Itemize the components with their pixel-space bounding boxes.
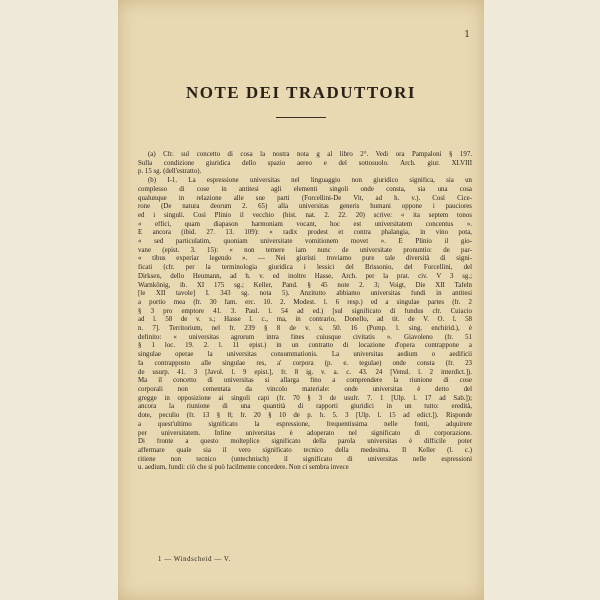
text-line: definito: « universitas agrorum intra fines cuiusque civitatis ». Giavoleno (fr. 51	[138, 333, 472, 341]
text-line: singulae operae la universitas consummationis. La universitas aedium o aedificii	[138, 351, 472, 359]
text-line: de usurp. 41. 3 [Javol. l. 9 epist.], fr. 8 ig. v. a. c. 43. 24 [Venul. l. 2 interdict.]).	[138, 368, 472, 376]
text-line: a quest'ultimo significato la espressione, frequentissima nelle fonti, adquirere	[138, 420, 472, 428]
text-line: ed i singuli. Così Plinio il vecchio (hist. nat. 2. 22. 20) scrive: « ita septem tonos	[138, 211, 472, 219]
text-line: « tibus experiar legendo ». — Nei giuristi troviamo pure tale diversità di signi-	[138, 255, 472, 263]
text-line: corporali non cementata da vincolo materiale: onde universitas è detto del	[138, 385, 472, 393]
text-line: affermare quale sia il vero significato tecnico della medesima. Il Keller (l. c.)	[138, 446, 472, 454]
text-line: § 1 loc. 19. 2. l. 11 epist.) in un contratto di locazione d'opera contrappone a	[138, 342, 472, 350]
text-line: per universitatem. Infine universitas è adoperato nel significato di corporazione.	[138, 429, 472, 437]
text-line: E ancora (ibid. 27. 13. 109): « radix prodest et contra phalangia, in vino pota,	[138, 229, 472, 237]
text-line: p. 15 sg. (dell'estratto).	[138, 168, 202, 176]
text-line: rone (De natura deorum 2. 65) alla universitas generis humani oppone i pauciores	[138, 203, 472, 211]
text-line: qualunque in relazione alle sue parti (Forcellini-De Vit, ad h. v.). Così Cice-	[138, 194, 472, 202]
text-line: dote, peculio (fr. 13 § 8; fr. 20 § 10 de p. h. 5. 3 [Ulp. l. 15 ad edict.]). Risponde	[138, 412, 472, 420]
text-line: « effici, quam diapason harmoniam vocant, hoc est universitatem concentus ».	[138, 220, 472, 228]
text-line: ad l. 58 de v. s.; Hasse l. c., ma, in contrario, Donello, ad tit. de V. O. l. 58	[138, 316, 472, 324]
book-page	[118, 0, 484, 600]
text-line: ficati (cfr. per la terminologia giuridica i lessici del Brissonio, del Forcellini, del	[138, 264, 472, 272]
title-rule	[276, 117, 326, 118]
text-line: [le XII tavole] I. 343 sg. nota 5). Anzitutto abbiamo universitas fundi in antitesi	[138, 290, 472, 298]
text-line: complesso di cose in antitesi agli elementi singoli onde consta, sia una cosa	[138, 185, 472, 193]
text-line: vane (epist. 3. 15): « non temere iam nunc de universitate pronuntio: de par-	[138, 246, 472, 254]
text-line: § 3 pro emptore 41. 3. Paul. l. 54 ad ed.) [sul significato di fundus cfr. Cuiacio	[138, 307, 472, 315]
text-line: ancora la riunione di una quantità di rapporti giuridici in un tutto: eredità,	[138, 403, 472, 411]
text-line: ritiene non tecnico (untechnisch) il significato di universitas nelle espressioni	[138, 455, 472, 463]
text-line: (a) Cfr. sul concetto di cosa la nostra nota g al libro 2°. Vedi ora Pampaloni § 197.	[148, 151, 472, 158]
text-line: u. aedium, fundi: ciò che si può facilmente concedere. Non ci sembra invece	[138, 464, 349, 472]
text-line: fa contrapposto alle singulae res, a' corpora (p. e. tegulae) onde consta (fr. 23	[138, 359, 472, 367]
text-line: Di fronte a questo molteplice significato della parola universitas è difficile poter	[138, 438, 472, 446]
text-line: Sulla condizione giuridica dello spazio aereo e del sottosuolo. Arch. giur. XLVIII	[138, 159, 472, 167]
page-number: 1	[464, 30, 470, 40]
notes-body	[138, 151, 472, 473]
text-line: n. 7]. Territorium, nel fr. 239 § 8 de v. s. 50. 16 (Pomp. l. sing. enchirid.), è	[138, 325, 472, 333]
text-line: (b) I-1. La espressione universitas nel linguaggio non giuridico significa, sia un	[148, 177, 472, 185]
text-line: « sed particulatim, quoniam universitate vomitionem movet ». E Plinio il gio-	[138, 238, 472, 246]
text-line: gregge in opposizione ai singoli capi (fr. 70 § 3 de usufr. 7. 1 [Ulp. l. 17 ad Sab.]);	[138, 394, 472, 402]
page-footer: 1 — Windscheid — V.	[158, 556, 231, 563]
text-line: Dirksen, dello Heumann, ad h. v. ed inoltre Hasse, Arch. per la prat. civ. V 3 sg.;	[138, 272, 472, 280]
text-line: a portio mea (fr. 30 fam. erc. 10. 2. Modest. l. 6 resp.) ed a singulae partes (fr. 2	[138, 298, 472, 306]
text-line: Ma il concetto di universitas si allarga fino a comprendere la riunione di cose	[138, 377, 472, 385]
page-title: NOTE DEI TRADUTTORI	[185, 83, 417, 102]
text-line: Warnkönig, ib. XI 175 sg.; Keller, Pand. § 45 note 2. 3; Voigt, Die XII Tafeln	[138, 281, 472, 289]
